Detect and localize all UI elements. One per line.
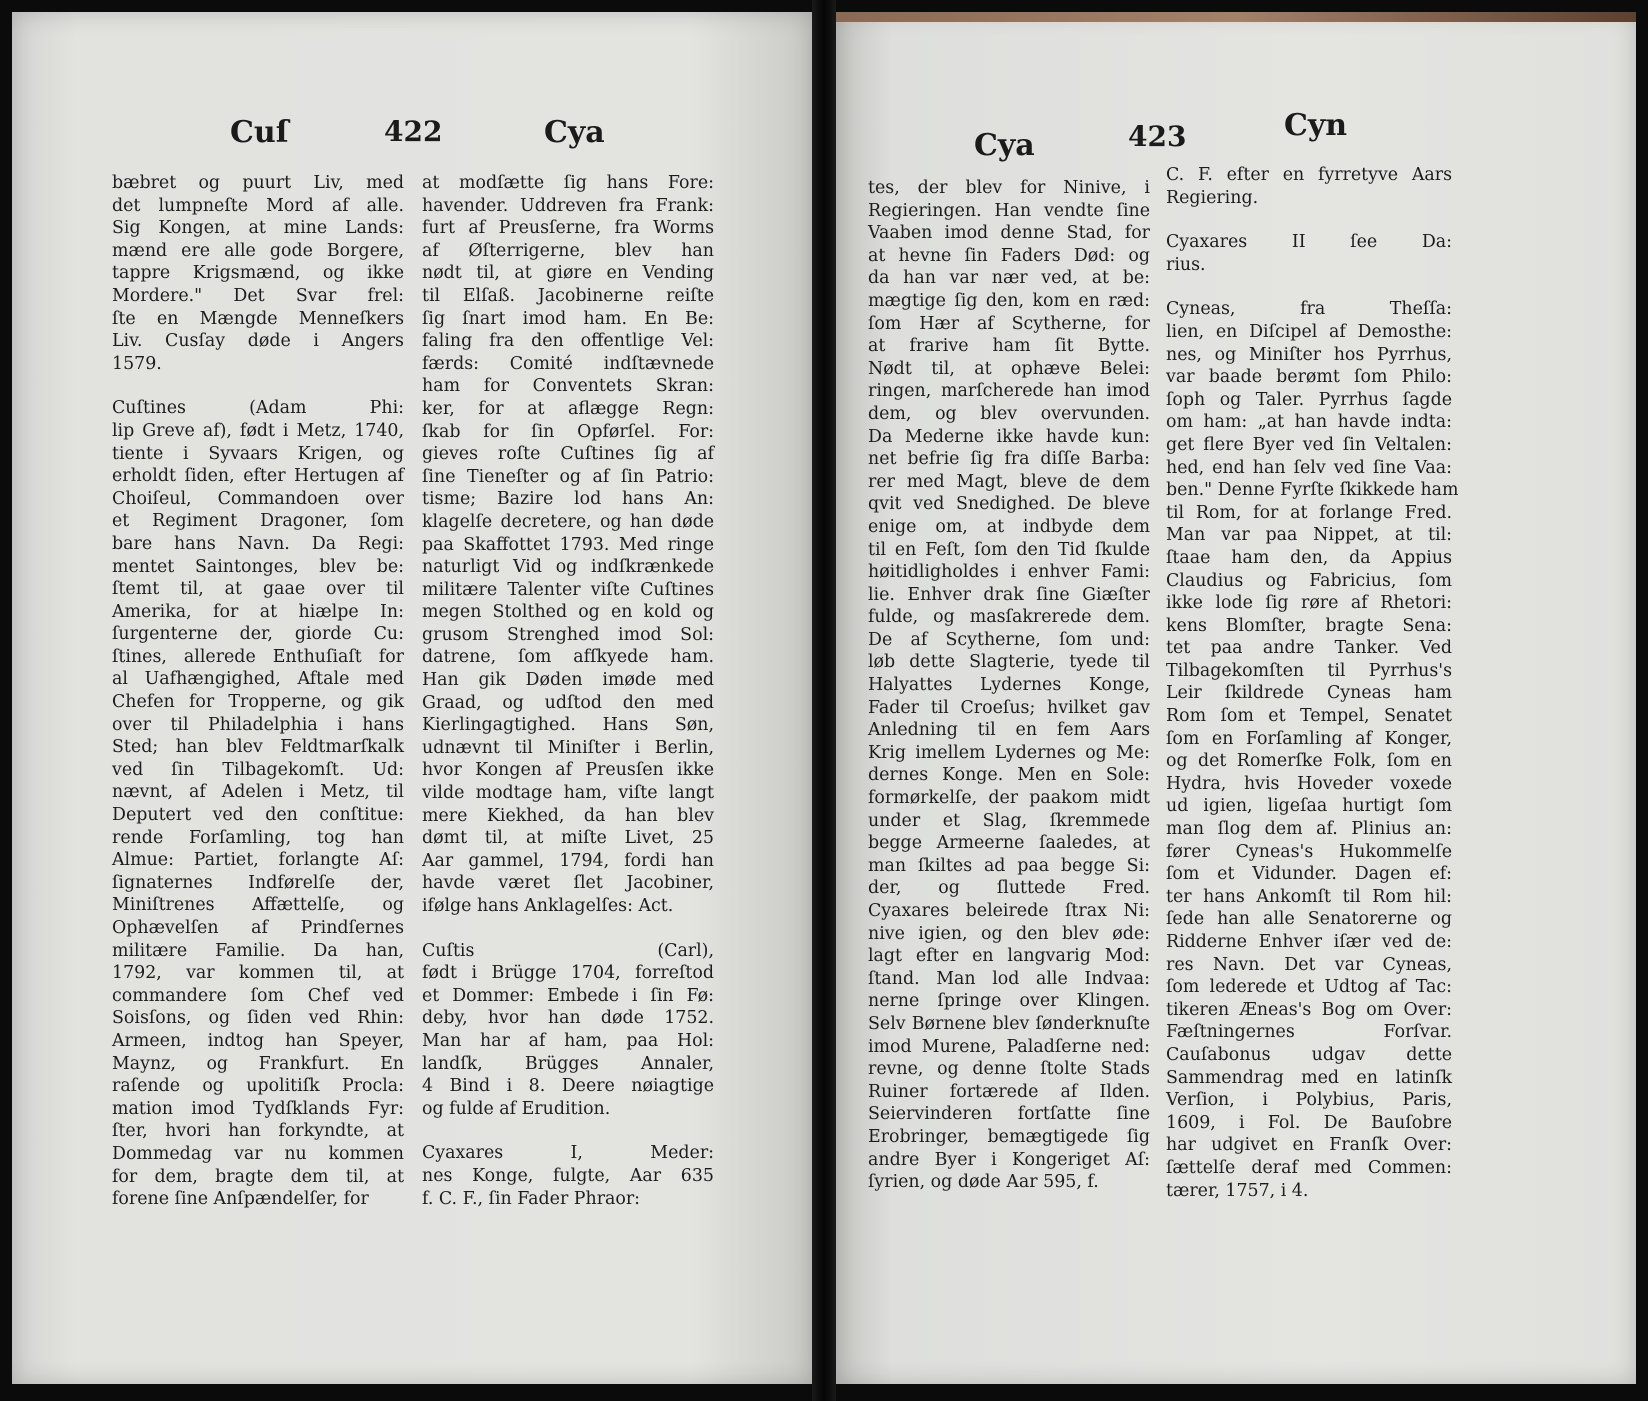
- text-line: nødt til, at giøre en Vending: [422, 263, 714, 284]
- page-top-edge: [836, 12, 1636, 22]
- text-line: ſom et Vidunder. Dagen ef:: [1166, 864, 1452, 885]
- right-page-number: 423: [1128, 120, 1187, 153]
- text-line: tappre Krigsmænd, og ikke: [112, 263, 404, 284]
- text-line: ker, for at aflægge Regn:: [422, 398, 714, 419]
- left-column-1: [112, 172, 404, 1211]
- text-line: Graad, og udſtod den med: [422, 692, 714, 713]
- right-column-1: [868, 177, 1150, 1194]
- text-line: om ham: „at han havde indta:: [1166, 412, 1452, 433]
- text-line: mentet Saintonges, blev be:: [112, 556, 404, 577]
- text-line: net befrie ſig fra diſſe Barba:: [868, 449, 1150, 470]
- text-line: man ſkiltes ad paa begge Si:: [868, 855, 1150, 876]
- text-line: var baade berømt ſom Philo:: [1166, 367, 1452, 388]
- text-line: ſtaae ham den, da Appius: [1166, 547, 1452, 568]
- text-line: Choiſeul, Commandoen over: [112, 488, 404, 509]
- text-line: ſom Hær af Scytherne, for: [868, 313, 1150, 334]
- text-line: Anledning til en fem Aars: [868, 720, 1150, 741]
- text-line: Claudius og Fabricius, ſom: [1166, 570, 1452, 591]
- text-line: bæbret og puurt Liv, med: [112, 173, 404, 193]
- text-line: Cauſabonus udgav dette: [1166, 1044, 1452, 1065]
- text-line: mation imod Tydſklands Fyr:: [112, 1098, 404, 1119]
- text-line: ſkab for ſin Opførſel. For:: [422, 421, 714, 442]
- left-page-number: 422: [384, 115, 443, 148]
- text-line: til Elſaß. Jacobinerne reiſte: [422, 285, 714, 306]
- text-line: Liv. Cusſay døde i Angers: [112, 331, 404, 352]
- text-line: til en Feſt, ſom den Tid ſkulde: [868, 539, 1150, 560]
- text-line: ved ſin Tilbagekomſt. Ud:: [112, 759, 404, 780]
- text-line: mænd ere alle gode Borgere,: [112, 240, 404, 261]
- text-line: og fulde af Erudition.: [422, 1098, 611, 1119]
- text-line: Cuſtis (Carl),: [422, 940, 714, 961]
- text-line: 1609, i Fol. De Bauſobre: [1166, 1112, 1452, 1133]
- text-line: commandere ſom Chef ved: [112, 985, 404, 1006]
- text-line: militære Talenter viſte Cuſtines: [422, 579, 714, 600]
- text-line: Cyneas, fra Theſſa:: [1166, 299, 1452, 320]
- text-line: Cyaxares beleirede ſtrax Ni:: [868, 901, 1150, 921]
- right-page: [836, 12, 1636, 1384]
- text-line: nive igien, og den blev øde:: [868, 923, 1150, 944]
- text-line: qvit ved Snedighed. De bleve: [868, 494, 1150, 515]
- text-line: Ridderne Enhver iſær ved de:: [1166, 932, 1452, 952]
- text-line: bare hans Navn. Da Regi:: [112, 533, 404, 554]
- text-line: mere Kiekhed, da han blev: [422, 805, 714, 826]
- text-line: et Dommer: Embede i ſin Fø:: [422, 985, 714, 1006]
- text-line: deby, hvor han døde 1752.: [422, 1008, 714, 1029]
- text-line: havde været ſlet Jacobiner,: [422, 873, 714, 894]
- text-line: gieves roſte Cuſtines ſig af: [422, 444, 714, 465]
- text-line: tisme; Bazire lod hans An:: [422, 489, 714, 510]
- text-line: ſig ſnart imod ham. En Be:: [422, 308, 714, 329]
- text-line: Almue: Partiet, forlangte Aſ:: [112, 850, 404, 871]
- text-line: megen Stolthed og en kold og: [422, 602, 714, 623]
- text-line: f. C. F., ſin Fader Phraor:: [422, 1188, 641, 1209]
- right-column-2: [1166, 164, 1459, 1202]
- text-line: nes Konge, fulgte, Aar 635: [422, 1165, 714, 1186]
- right-header-right: Cyn: [1284, 108, 1348, 143]
- text-line: vilde modtage ham, viſte langt: [422, 783, 714, 804]
- text-line: De af Scytherne, ſom und:: [868, 629, 1150, 650]
- text-line: Tilbagekomſten til Pyrrhus's: [1166, 660, 1452, 681]
- text-line: Ruiner fortærede af Ilden.: [868, 1081, 1150, 1102]
- text-line: mægtige ſig den, kom en ræd:: [868, 290, 1150, 311]
- text-line: ham for Conventets Skran:: [422, 376, 714, 397]
- text-line: født i Brügge 1704, forreſtod: [422, 963, 714, 984]
- text-line: ſede han alle Senatorerne og: [1166, 909, 1452, 930]
- left-header-right: Cya: [544, 115, 605, 150]
- text-line: Halyattes Lydernes Konge,: [868, 675, 1150, 696]
- text-line: ikke lode ſig røre af Rhetori:: [1166, 593, 1452, 614]
- text-line: man ſlog dem af. Plinius an:: [1166, 819, 1452, 840]
- text-line: Rom ſom et Tempel, Senatet: [1166, 706, 1452, 727]
- text-line: Chefen for Tropperne, og gik: [112, 692, 404, 713]
- text-line: fører Cyneas's Hukommelſe: [1166, 841, 1452, 862]
- text-line: dømt til, at miſte Livet, 25: [422, 828, 714, 849]
- text-line: ifølge hans Anklagelſes: Act.: [422, 896, 674, 916]
- text-line: dem, og blev overvunden.: [868, 403, 1150, 424]
- text-line: Krig imellem Lydernes og Me:: [868, 742, 1150, 763]
- text-line: ter hans Ankomſt til Rom hil:: [1166, 886, 1452, 907]
- text-line: 1579.: [112, 353, 162, 374]
- text-line: Regieringen. Han vendte ſine: [868, 200, 1150, 221]
- text-line: lie. Enhver drak ſine Giæſter: [868, 584, 1150, 605]
- text-line: Cyaxares II ſee Da:: [1166, 232, 1452, 253]
- text-line: kens Blomſter, bragte Sena:: [1166, 615, 1452, 636]
- text-line: rer med Magt, bleve de dem: [868, 471, 1150, 492]
- right-header-left: Cya: [974, 128, 1035, 163]
- text-line: 4 Bind i 8. Deere nøiagtige: [422, 1076, 714, 1097]
- book-spine: [812, 0, 836, 1401]
- text-line: ſurgenterne der, giorde Cu:: [112, 624, 404, 645]
- text-line: furt af Preusſerne, fra Worms: [422, 218, 714, 239]
- text-line: Vaaben imod denne Stad, for: [868, 223, 1150, 244]
- text-line: Sig Kongen, at mine Lands:: [112, 218, 404, 239]
- text-line: formørkelſe, der paakom midt: [868, 788, 1150, 809]
- text-line: revne, og denne ſtolte Stads: [868, 1059, 1150, 1080]
- text-line: fulde, og masſakrerede dem.: [868, 607, 1150, 628]
- text-line: nes, og Miniſter hos Pyrrhus,: [1166, 344, 1452, 365]
- text-line: ſine Tieneſter og af ſin Patrio:: [422, 466, 714, 487]
- text-line: Leir ſkildrede Cyneas ham: [1166, 683, 1452, 704]
- text-line: begge Armeerne ſaaledes, at: [868, 833, 1150, 854]
- paragraph-gap: [112, 375, 404, 397]
- text-line: ſom en Forſamling af Konger,: [1166, 728, 1452, 749]
- text-line: tiente i Syvaars Krigen, og: [112, 443, 404, 464]
- text-line: tes, der blev for Ninive, i: [868, 178, 1150, 198]
- text-line: 1792, var kommen til, at: [112, 963, 404, 984]
- text-line: Sammendrag med en latinſk: [1166, 1067, 1452, 1088]
- text-line: Ophævelſen af Prindſernes: [112, 918, 404, 938]
- text-line: Kierlingagtighed. Hans Søn,: [422, 715, 714, 736]
- text-line: over til Philadelphia i hans: [112, 714, 404, 735]
- text-line: Regiering.: [1166, 187, 1259, 208]
- text-line: Dommedag var nu kommen: [112, 1143, 404, 1164]
- text-line: hvor Kongen af Preusſen ikke: [422, 760, 714, 781]
- text-line: da han var nær ved, at be:: [868, 268, 1150, 289]
- text-line: lip Greve af), født i Metz, 1740,: [112, 420, 404, 441]
- text-line: C. F. efter en fyrretyve Aars: [1166, 165, 1452, 185]
- text-line: Erobringer, bemægtigede ſig: [868, 1126, 1150, 1147]
- text-line: Soisſons, og ſiden ved Rhin:: [112, 1008, 404, 1029]
- text-line: nævnt, af Adelen i Metz, til: [112, 782, 404, 803]
- left-page: [12, 12, 812, 1384]
- text-line: Armeen, indtog han Speyer,: [112, 1030, 404, 1051]
- text-line: ſtines, allerede Enthuſiaſt for: [112, 646, 404, 667]
- paragraph-gap: [1166, 209, 1452, 231]
- left-column-2: [422, 172, 714, 1210]
- text-line: ſyrien, og døde Aar 595, f.: [868, 1172, 1099, 1193]
- text-line: lagt efter en langvarig Mod:: [868, 946, 1150, 967]
- text-line: at hevne ſin Faders Død: og: [868, 245, 1150, 266]
- text-line: al Uafhængighed, Aftale med: [112, 669, 404, 690]
- text-line: løb dette Slagterie, tyede til: [868, 652, 1150, 673]
- text-line: klagelſe decretere, og han døde: [422, 511, 714, 532]
- text-line: res Navn. Det var Cyneas,: [1166, 954, 1452, 975]
- text-line: har udgivet en Franſk Over:: [1166, 1135, 1452, 1156]
- text-line: Amerika, for at hiælpe In:: [112, 601, 404, 622]
- text-line: dernes Konge. Men en Sole:: [868, 765, 1150, 786]
- text-line: Da Mederne ikke havde kun:: [868, 426, 1150, 447]
- text-line: ben." Denne Fyrſte ſkikkede ham: [1166, 480, 1459, 501]
- text-line: tærer, 1757, i 4.: [1166, 1180, 1309, 1201]
- text-line: Mordere." Det Svar frel:: [112, 285, 404, 306]
- paragraph-gap: [422, 1120, 714, 1142]
- text-line: ſte en Mængde Menneſkers: [112, 308, 404, 329]
- text-line: Verſion, i Polybius, Paris,: [1166, 1090, 1452, 1111]
- text-line: høitidligholdes i enhver Fami:: [868, 562, 1150, 583]
- left-header-left: Cuſ: [230, 115, 289, 150]
- text-line: andre Byer i Kongeriget Aſ:: [868, 1149, 1150, 1170]
- text-line: rius.: [1166, 254, 1206, 275]
- text-line: det lumpneſte Mord af alle.: [112, 195, 404, 216]
- text-line: Nødt til, at ophæve Belei:: [868, 358, 1150, 379]
- text-line: ſom lederede et Udtog af Tac:: [1166, 977, 1452, 998]
- text-line: datrene, ſom afſkyede ham.: [422, 647, 714, 668]
- text-line: ſter, hvori han forkyndte, at: [112, 1121, 404, 1142]
- text-line: færds: Comité indſtævnede: [422, 353, 714, 374]
- text-line: raſende og upolitiſk Procla:: [112, 1076, 404, 1097]
- text-line: enige om, at indbyde dem: [868, 516, 1150, 537]
- text-line: ſtand. Man lod alle Indvaa:: [868, 968, 1150, 989]
- text-line: Fæſtningernes Forſvar.: [1166, 1022, 1452, 1043]
- paragraph-gap: [1166, 276, 1452, 298]
- text-line: udnævnt til Miniſter i Berlin,: [422, 737, 714, 758]
- text-line: Han gik Døden imøde med: [422, 670, 714, 691]
- text-line: get flere Byer ved ſin Veltalen:: [1166, 434, 1452, 455]
- text-line: Man har af ham, paa Hol:: [422, 1030, 714, 1051]
- text-line: rende Forſamling, tog han: [112, 827, 404, 848]
- text-line: Man var paa Nippet, at til:: [1166, 525, 1452, 546]
- text-line: Cyaxares I, Meder:: [422, 1143, 714, 1164]
- text-line: for dem, bragte dem til, at: [112, 1166, 404, 1187]
- text-line: naturligt Vid og indſkrænkede: [422, 557, 714, 578]
- text-line: der, og ſluttede Fred.: [868, 878, 1150, 899]
- text-line: under et Slag, ſkremmede: [868, 810, 1150, 831]
- text-line: militære Familie. Da han,: [112, 940, 404, 961]
- text-line: til Rom, for at forlange Fred.: [1166, 502, 1452, 523]
- text-line: hed, end han ſelv ved ſine Vaa:: [1166, 457, 1452, 478]
- text-line: ringen, marſcherede han imod: [868, 381, 1150, 402]
- text-line: ſtemt til, at gaae over til: [112, 579, 404, 600]
- text-line: Deputert ved den conſtitue:: [112, 805, 404, 826]
- text-line: Hydra, hvis Hoveder voxede: [1166, 773, 1452, 794]
- text-line: tikeren Æneas's Bog om Over:: [1166, 999, 1452, 1020]
- text-line: Miniſtrenes Affættelſe, og: [112, 895, 404, 916]
- text-line: af Øſterrigerne, blev han: [422, 240, 714, 261]
- text-line: Sted; han blev Feldtmarſkalk: [112, 737, 404, 758]
- text-line: ſættelſe deraf med Commen:: [1166, 1157, 1452, 1178]
- paragraph-gap: [422, 918, 714, 940]
- text-line: forene ſine Anſpændelſer, for: [112, 1189, 369, 1210]
- text-line: Aar gammel, 1794, fordi han: [422, 850, 714, 871]
- text-line: havender. Uddreven fra Frank:: [422, 195, 714, 216]
- text-line: ſoph og Taler. Pyrrhus ſagde: [1166, 389, 1452, 410]
- text-line: landſk, Brügges Annaler,: [422, 1053, 714, 1074]
- text-line: faling fra den offentlige Vel:: [422, 331, 714, 352]
- text-line: Selv Børnene blev ſønderknuſte: [868, 1013, 1150, 1034]
- text-line: grusom Strenghed imod Sol:: [422, 624, 714, 645]
- text-line: erholdt ſiden, efter Hertugen af: [112, 466, 404, 487]
- text-line: Maynz, og Frankfurt. En: [112, 1053, 404, 1074]
- text-line: ud igien, ligeſaa hurtigt ſom: [1166, 796, 1452, 817]
- text-line: og det Romerſke Folk, ſom en: [1166, 751, 1452, 772]
- text-line: imod Murene, Paladſerne ned:: [868, 1036, 1150, 1057]
- text-line: at frarive ham ſit Bytte.: [868, 336, 1150, 357]
- text-line: ſignaternes Indførelſe der,: [112, 872, 404, 893]
- text-line: tet paa andre Tanker. Ved: [1166, 638, 1452, 659]
- text-line: nerne ſpringe over Klingen.: [868, 991, 1150, 1012]
- text-line: et Regiment Dragoner, ſom: [112, 511, 404, 532]
- text-line: Seiervinderen fortſatte ſine: [868, 1104, 1150, 1125]
- text-line: at modſætte ſig hans Fore:: [422, 173, 714, 193]
- text-line: lien, en Diſcipel af Demosthe:: [1166, 321, 1452, 342]
- text-line: Cuſtines (Adam Phi:: [112, 398, 404, 419]
- text-line: Fader til Croeſus; hvilket gav: [868, 697, 1150, 718]
- text-line: paa Skaffottet 1793. Med ringe: [422, 534, 714, 555]
